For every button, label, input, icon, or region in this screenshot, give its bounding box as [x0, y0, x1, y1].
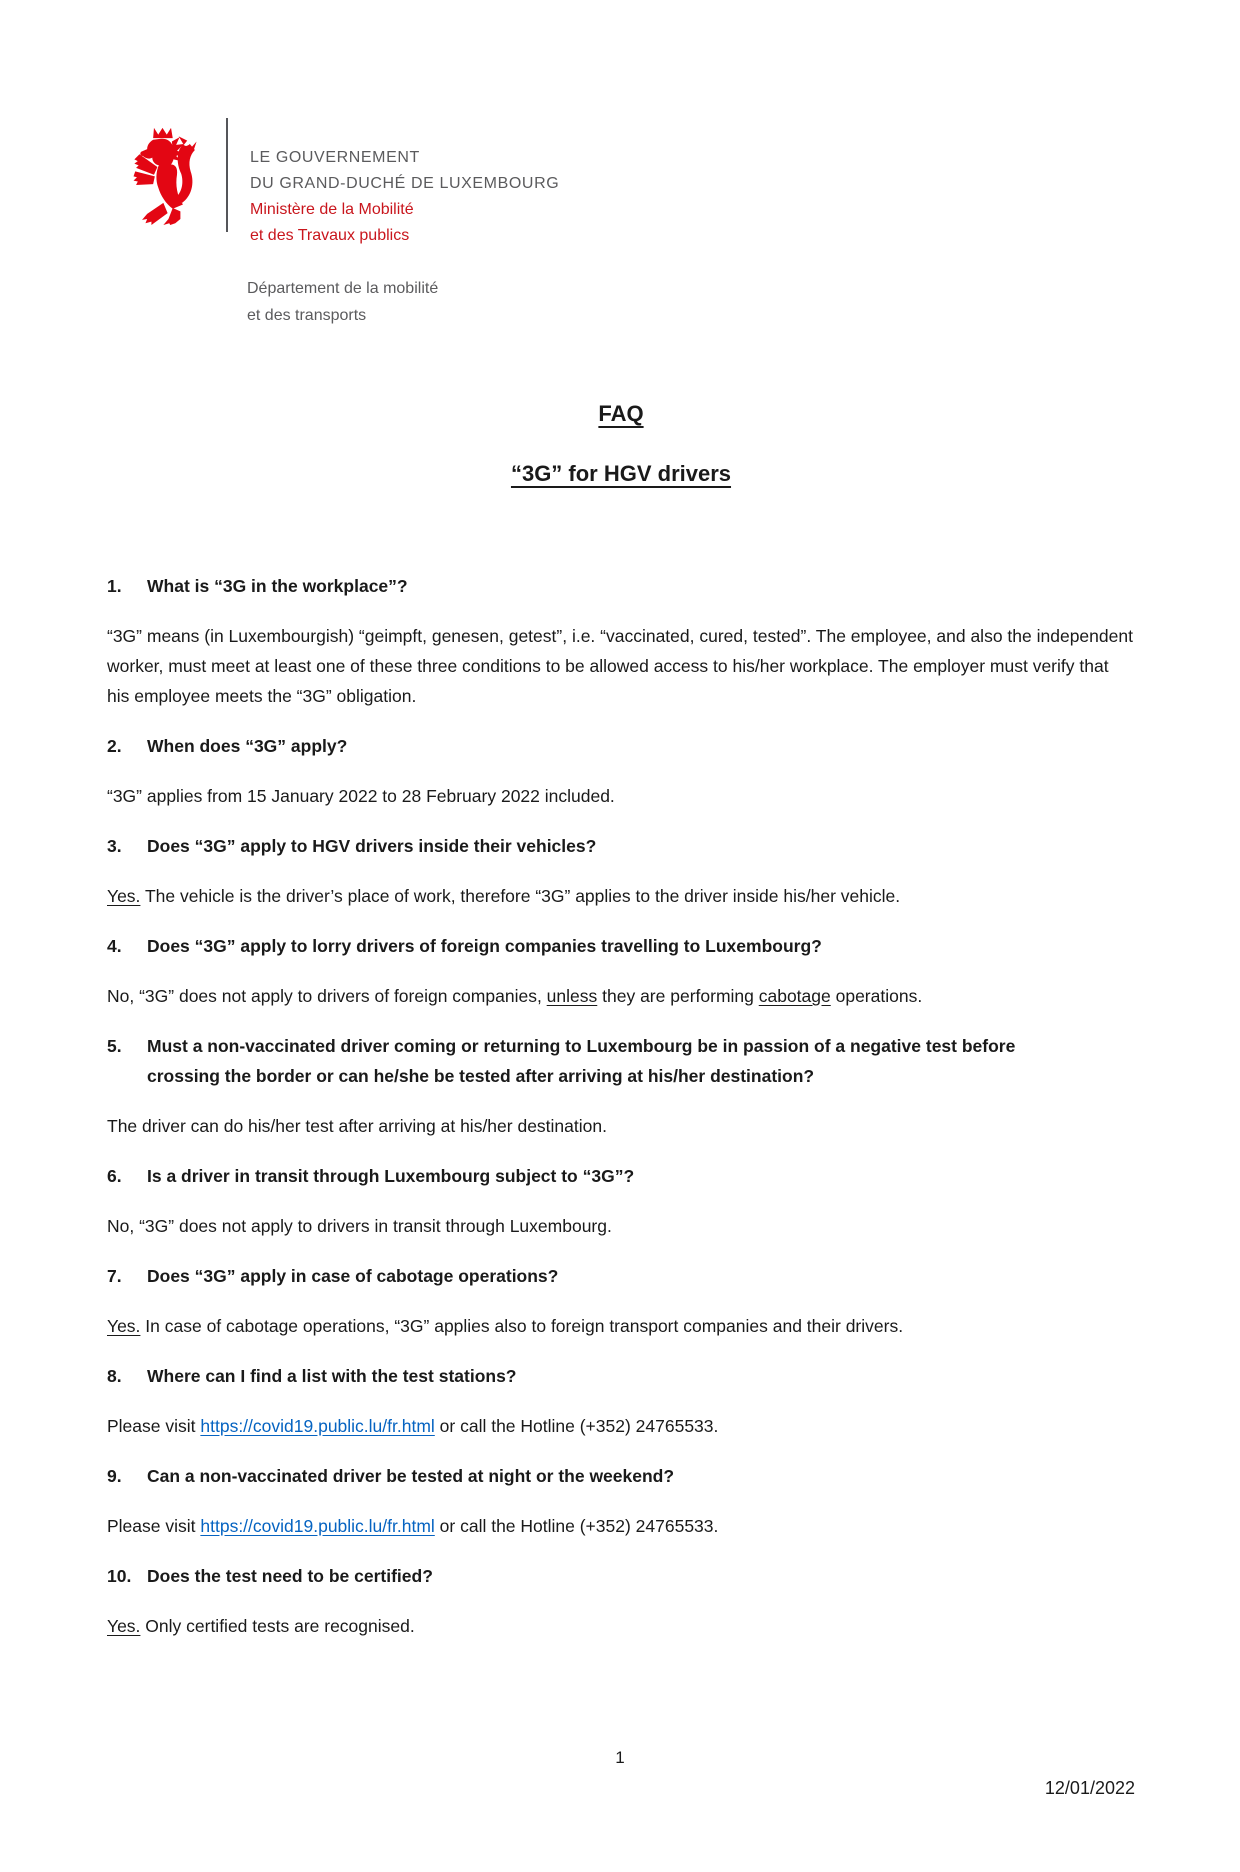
government-name-line1: LE GOUVERNEMENT [250, 149, 420, 166]
question-number: 4. [107, 936, 122, 956]
answer-text: or call the Hotline (+352) 24765533. [434, 1516, 719, 1536]
faq-answer [107, 1411, 1135, 1441]
question-text: Does the test need to be certified? [147, 1566, 433, 1586]
page-title-text: FAQ [598, 401, 644, 426]
answer-text: Please visit [107, 1516, 201, 1536]
faq-question [107, 831, 1135, 861]
faq-question [107, 931, 1135, 961]
question-number: 8. [107, 1366, 122, 1386]
answer-text: The driver can do his/her test after arriving at his/her destination. [107, 1116, 607, 1136]
answer-text: “3G” means (in Luxembourgish) “geimpft, genesen, getest”, i.e. “vaccinated, cured, tested”. The employee, and also the independent worker, must meet at least one of these three conditions to be allowed access to his/her workplace. The employer must verify that his employee meets the “3G” obligation. [107, 626, 1133, 706]
underlined-text: Yes. [107, 886, 141, 906]
question-number: 1. [107, 576, 122, 596]
answer-text: they are performing [597, 986, 759, 1006]
government-logo [107, 118, 1135, 249]
faq-answer [107, 781, 1135, 811]
question-text: Can a non-vaccinated driver be tested at night or the weekend? [147, 1466, 675, 1486]
faq-question [107, 1561, 1135, 1591]
page-subtitle [107, 461, 1135, 487]
document-page [0, 118, 1240, 1872]
question-number: 3. [107, 836, 122, 856]
underlined-text: cabotage [758, 986, 831, 1006]
question-text: Must a non-vaccinated driver coming or returning to Luxembourg be in passion of a negative test before crossing the border or can he/she be tested after arriving at his/her destination? [147, 1036, 1016, 1086]
faq-question [107, 1361, 1135, 1391]
answer-text: No, “3G” does not apply to drivers in transit through Luxembourg. [107, 1216, 612, 1236]
page-title [107, 401, 1135, 427]
question-number: 2. [107, 736, 122, 756]
page-subtitle-text: “3G” for HGV drivers [510, 461, 732, 486]
question-number: 5. [107, 1036, 122, 1056]
question-number: 7. [107, 1266, 122, 1286]
department-line1: Département de la mobilité [247, 280, 439, 297]
question-text: Where can I find a list with the test stations? [147, 1366, 517, 1386]
faq-answer [107, 981, 1135, 1011]
question-text: What is “3G in the workplace”? [147, 576, 408, 596]
faq-question [107, 1261, 1135, 1291]
faq-answer [107, 621, 1135, 711]
faq-answer [107, 881, 1135, 911]
answer-text: Please visit [107, 1416, 201, 1436]
document-date: 12/01/2022 [1044, 1778, 1135, 1798]
faq-answer [107, 1311, 1135, 1341]
answer-text: The vehicle is the driver’s place of work, therefore “3G” applies to the driver inside his/her vehicle. [140, 886, 901, 906]
question-text: When does “3G” apply? [147, 736, 348, 756]
logo-divider [226, 118, 228, 232]
question-number: 6. [107, 1166, 122, 1186]
luxembourg-lion-icon [123, 127, 202, 225]
question-number: 9. [107, 1466, 122, 1486]
faq-answer [107, 1211, 1135, 1241]
faq-question [107, 731, 1135, 761]
question-text: Does “3G” apply to lorry drivers of foreign companies travelling to Luxembourg? [147, 936, 822, 956]
faq-question [107, 571, 1135, 601]
page-number: 1 [615, 1748, 625, 1767]
government-name-line2: DU GRAND-DUCHÉ DE LUXEMBOURG [250, 175, 560, 192]
underlined-text: unless [546, 986, 598, 1006]
underlined-text: Yes. [107, 1616, 141, 1636]
question-text: Does “3G” apply in case of cabotage operations? [147, 1266, 559, 1286]
answer-text: “3G” applies from 15 January 2022 to 28 February 2022 included. [107, 786, 615, 806]
faq-question [107, 1031, 1135, 1091]
faq-list [107, 571, 1135, 1641]
answer-text: Only certified tests are recognised. [140, 1616, 415, 1636]
answer-text: operations. [830, 986, 923, 1006]
answer-text: or call the Hotline (+352) 24765533. [434, 1416, 719, 1436]
question-number: 10. [107, 1566, 132, 1586]
faq-answer [107, 1511, 1135, 1541]
faq-question [107, 1161, 1135, 1191]
ministry-name-line2: et des Travaux publics [250, 227, 410, 244]
underlined-text: Yes. [107, 1316, 141, 1336]
faq-question [107, 1461, 1135, 1491]
question-text: Does “3G” apply to HGV drivers inside their vehicles? [147, 836, 597, 856]
covid-info-link[interactable]: https://covid19.public.lu/fr.html [200, 1416, 435, 1436]
department-name [247, 275, 1135, 329]
question-text: Is a driver in transit through Luxembourg subject to “3G”? [147, 1166, 635, 1186]
faq-answer [107, 1611, 1135, 1641]
answer-text: In case of cabotage operations, “3G” applies also to foreign transport companies and their drivers. [140, 1316, 904, 1336]
department-line2: et des transports [247, 307, 367, 324]
covid-info-link[interactable]: https://covid19.public.lu/fr.html [200, 1516, 435, 1536]
faq-answer [107, 1111, 1135, 1141]
answer-text: No, “3G” does not apply to drivers of foreign companies, [107, 986, 547, 1006]
ministry-name-line1: Ministère de la Mobilité [250, 201, 414, 218]
